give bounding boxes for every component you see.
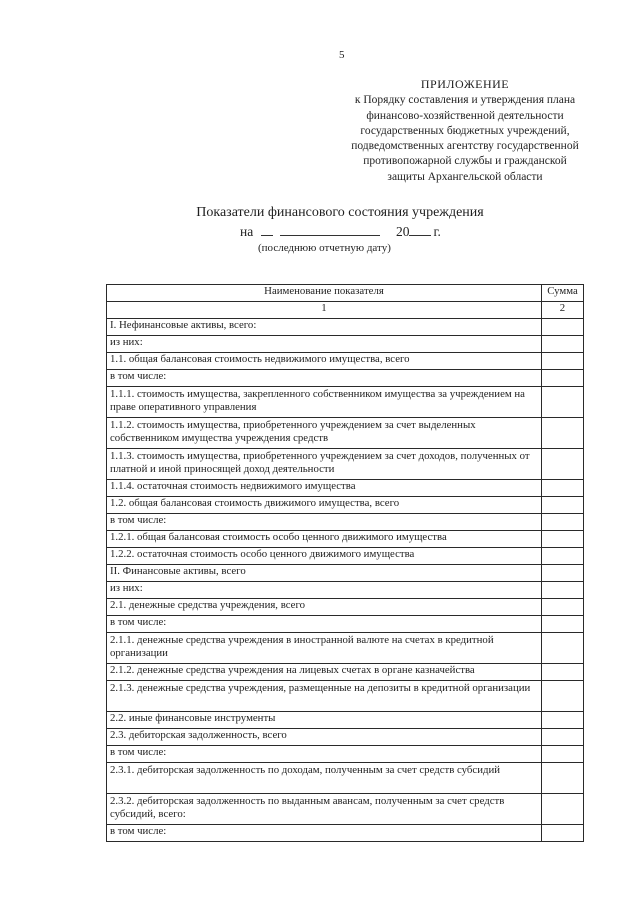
indicator-sum-cell[interactable] (542, 353, 584, 370)
table-column-numbers-row (107, 302, 584, 319)
indicator-name-cell: 1.1.1. стоимость имущества, закрепленного собственником имущества за учреждением на праве оперативного управления (107, 387, 542, 418)
indicator-name-cell: в том числе: (107, 746, 542, 763)
indicator-sum-cell[interactable] (542, 825, 584, 842)
date-year-blank (409, 224, 431, 236)
indicator-name-cell: 1.1. общая балансовая стоимость недвижимого имущества, всего (107, 353, 542, 370)
indicator-name-cell: 2.1.2. денежные средства учреждения на лицевых счетах в органе казначейства (107, 664, 542, 681)
indicator-name-cell: 1.2.2. остаточная стоимость особо ценного движимого имущества (107, 548, 542, 565)
date-day-blank (261, 224, 273, 236)
appendix-block (330, 77, 600, 185)
appendix-line: финансово-хозяйственной деятельности (366, 109, 564, 122)
date-note: (последнюю отчетную дату) (258, 242, 391, 254)
indicator-sum-cell[interactable] (542, 616, 584, 633)
table-row (107, 633, 584, 664)
indicator-name-cell: 2.1. денежные средства учреждения, всего (107, 599, 542, 616)
date-line (240, 224, 441, 240)
indicator-sum-cell[interactable] (542, 531, 584, 548)
appendix-line: противопожарной службы и гражданской (363, 155, 567, 168)
indicator-sum-cell[interactable] (542, 763, 584, 794)
table-row (107, 599, 584, 616)
indicator-sum-cell[interactable] (542, 746, 584, 763)
indicator-sum-cell[interactable] (542, 319, 584, 336)
page-number: 5 (339, 49, 345, 61)
indicator-sum-cell[interactable] (542, 480, 584, 497)
indicator-sum-cell[interactable] (542, 387, 584, 418)
table-row (107, 729, 584, 746)
indicator-sum-cell[interactable] (542, 497, 584, 514)
column-number-1: 1 (107, 302, 542, 319)
table-row (107, 497, 584, 514)
indicator-name-cell: из них: (107, 336, 542, 353)
table-row (107, 480, 584, 497)
date-prefix: на (240, 224, 254, 239)
indicator-name-cell: 1.2.1. общая балансовая стоимость особо ценного движимого имущества (107, 531, 542, 548)
appendix-line: к Порядку составления и утверждения плана (354, 94, 576, 107)
table-row (107, 712, 584, 729)
indicator-name-cell: из них: (107, 582, 542, 599)
indicator-name-cell: 2.3.1. дебиторская задолженность по доходам, полученным за счет средств субсидий (107, 763, 542, 794)
indicator-name-cell: 1.1.2. стоимость имущества, приобретенного учреждением за счет выделенных собственником имущества учреждения средств (107, 418, 542, 449)
table-row (107, 825, 584, 842)
indicator-name-cell: в том числе: (107, 370, 542, 387)
indicator-sum-cell[interactable] (542, 712, 584, 729)
table-row (107, 353, 584, 370)
appendix-line: защиты Архангельской области (387, 170, 543, 183)
table-row (107, 746, 584, 763)
header-name: Наименование показателя (107, 285, 542, 302)
indicator-name-cell: II. Финансовые активы, всего (107, 565, 542, 582)
table-row (107, 418, 584, 449)
table-row (107, 681, 584, 712)
date-suffix: г. (433, 224, 441, 239)
table-row (107, 514, 584, 531)
table-row (107, 582, 584, 599)
appendix-line: подведомственных агентству государственной (351, 140, 579, 153)
appendix-title: ПРИЛОЖЕНИЕ (420, 77, 510, 91)
table-row (107, 387, 584, 418)
indicator-name-cell: 1.2. общая балансовая стоимость движимого имущества, всего (107, 497, 542, 514)
table-row (107, 370, 584, 387)
indicator-sum-cell[interactable] (542, 514, 584, 531)
indicator-name-cell: 2.3. дебиторская задолженность, всего (107, 729, 542, 746)
indicator-sum-cell[interactable] (542, 449, 584, 480)
indicator-sum-cell[interactable] (542, 633, 584, 664)
indicator-name-cell: в том числе: (107, 825, 542, 842)
date-year-prefix: 20 (395, 224, 410, 239)
indicator-sum-cell[interactable] (542, 582, 584, 599)
indicator-name-cell: 2.1.1. денежные средства учреждения в иностранной валюте на счетах в кредитной организации (107, 633, 542, 664)
table-header-row (107, 285, 584, 302)
indicator-name-cell: 2.3.2. дебиторская задолженность по выданным авансам, полученным за счет средств субсидий, всего: (107, 794, 542, 825)
indicator-name-cell: в том числе: (107, 514, 542, 531)
table-row (107, 664, 584, 681)
indicator-sum-cell[interactable] (542, 664, 584, 681)
indicator-sum-cell[interactable] (542, 599, 584, 616)
header-sum: Сумма (542, 285, 584, 302)
indicator-name-cell: I. Нефинансовые активы, всего: (107, 319, 542, 336)
table-row (107, 616, 584, 633)
table-row (107, 565, 584, 582)
indicator-sum-cell[interactable] (542, 681, 584, 712)
table-row (107, 548, 584, 565)
indicator-sum-cell[interactable] (542, 729, 584, 746)
indicator-name-cell: в том числе: (107, 616, 542, 633)
appendix-line: государственных бюджетных учреждений, (360, 124, 570, 137)
table-row (107, 449, 584, 480)
indicator-name-cell: 2.2. иные финансовые инструменты (107, 712, 542, 729)
indicator-name-cell: 1.1.4. остаточная стоимость недвижимого имущества (107, 480, 542, 497)
indicator-name-cell: 1.1.3. стоимость имущества, приобретенного учреждением за счет доходов, полученных от платной и иной приносящей доход деятельности (107, 449, 542, 480)
indicator-sum-cell[interactable] (542, 548, 584, 565)
indicator-sum-cell[interactable] (542, 418, 584, 449)
indicator-sum-cell[interactable] (542, 336, 584, 353)
indicator-sum-cell[interactable] (542, 370, 584, 387)
indicator-sum-cell[interactable] (542, 565, 584, 582)
table-row (107, 319, 584, 336)
table-row (107, 531, 584, 548)
document-title: Показатели финансового состояния учреждения (196, 205, 484, 220)
indicator-name-cell: 2.1.3. денежные средства учреждения, размещенные на депозиты в кредитной организации (107, 681, 542, 712)
indicators-table (106, 284, 584, 842)
indicator-sum-cell[interactable] (542, 794, 584, 825)
table-row (107, 336, 584, 353)
date-month-blank (280, 224, 380, 236)
table-row (107, 763, 584, 794)
table-row (107, 794, 584, 825)
column-number-2: 2 (542, 302, 584, 319)
